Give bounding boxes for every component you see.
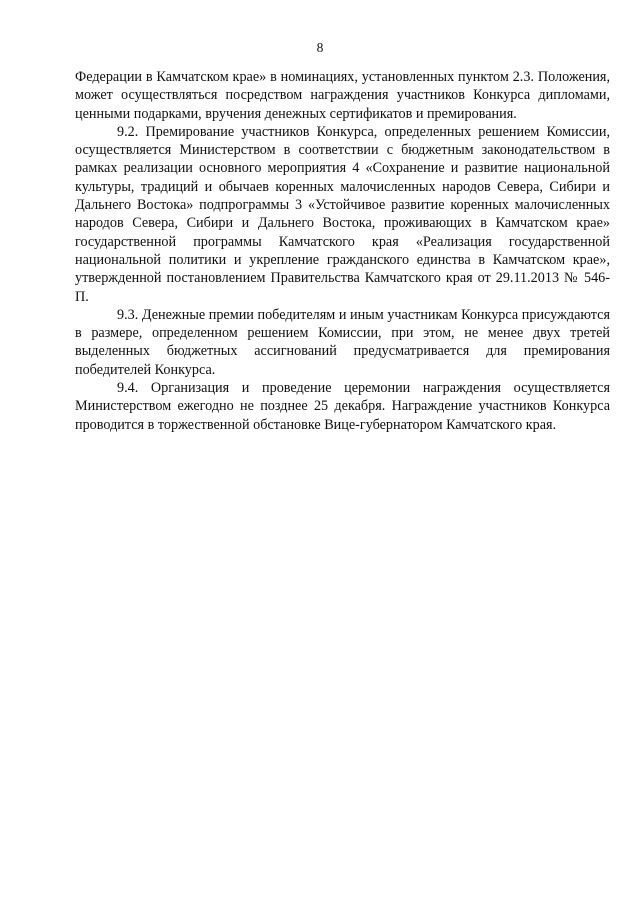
paragraph-continuation: Федерации в Камчатском крае» в номинациях, установленных пунктом 2.3. Положения, может осуществляться посредством награждения участников Конкурса дипломами, ценными подарками, вручения денежных сертификатов и премирования.	[75, 69, 610, 122]
page-number: 8	[316, 40, 324, 55]
document-body	[75, 68, 610, 434]
paragraph-item-9-4: 9.4. Организация и проведение церемонии награждения осуществляется Министерством ежегодно не позднее 25 декабря. Награждение участников Конкурса проводится в торжественной обстановке Вице-губернатором Камчатского края.	[75, 380, 610, 433]
paragraph-item-9-3: 9.3. Денежные премии победителям и иным участникам Конкурса присуждаются в размере, определенном решением Комиссии, при этом, не менее двух третей выделенных бюджетных ассигнований предусматривается для премирования победителей Конкурса.	[75, 306, 610, 378]
paragraph-item-9-2: 9.2. Премирование участников Конкурса, определенных решением Комиссии, осуществляется Министерством в соответствии с бюджетным законодательством в рамках реализации основного мероприятия 4 «Сохранение и развитие национальной культуры, традиций и обычаев коренных малочисленных народов Севера, Сибири и Дальнего Востока» подпрограммы 3 «Устойчивое развитие коренных малочисленных народов Севера, Сибири и Дальнего Востока, проживающих в Камчатском крае» государственной программы Камчатского края «Реализация государственной национальной политики и укрепление гражданского единства в Камчатском крае», утвержденной постановлением Правительства Камчатского края от 29.11.2013 № 546-П.	[75, 123, 610, 305]
